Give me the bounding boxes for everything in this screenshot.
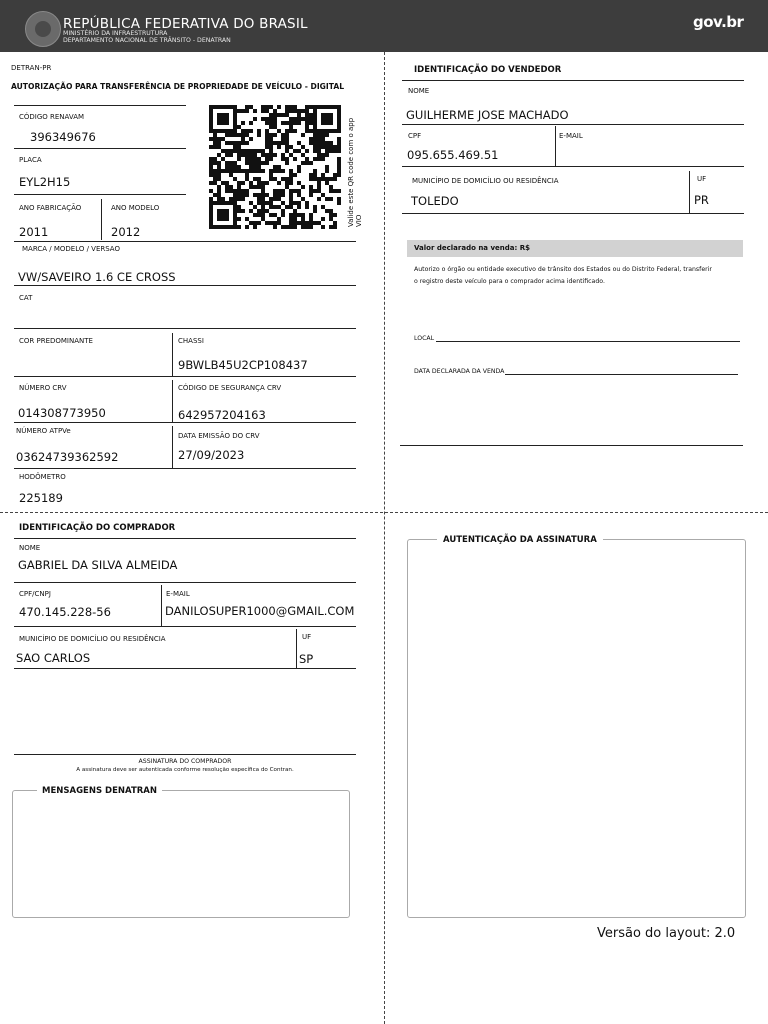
ministerio-subtitle: MINISTÉRIO DA INFRAESTRUTURA DEPARTAMENTO NACIONAL DE TRÂNSITO - DENATRAN <box>63 30 231 44</box>
divider <box>14 105 186 106</box>
atpve-value: 03624739362592 <box>16 450 119 464</box>
crv-label: NÚMERO CRV <box>19 384 67 392</box>
placa-value: EYL2H15 <box>19 175 71 189</box>
autorizo-text: Autorizo o órgão ou entidade executivo de trânsito dos Estados ou do Distrito Federal, transferir o registro deste veículo para o comprador acima identificado. <box>414 266 712 285</box>
data-venda-line <box>505 374 738 375</box>
mensagens-denatran-title: MENSAGENS DENATRAN <box>37 786 162 796</box>
seller-uf-label: UF <box>697 175 707 183</box>
buyer-uf-value: SP <box>299 652 314 666</box>
seller-nome-value: GUILHERME JOSE MACHADO <box>406 108 569 122</box>
ano-fabricacao-value: 2011 <box>19 225 49 239</box>
buyer-email-label: E-MAIL <box>166 590 190 598</box>
cor-label: COR PREDOMINANTE <box>19 337 93 345</box>
divider <box>14 241 356 242</box>
seller-nome-label: NOME <box>408 87 430 95</box>
renavam-value: 396349676 <box>30 130 96 144</box>
seller-cpf-value: 095.655.469.51 <box>407 148 499 162</box>
qr-caption: Valide este QR code com o app VIO <box>347 117 363 227</box>
seller-municipio-value: TOLEDO <box>411 194 459 208</box>
buyer-signature-note: A assinatura deve ser autenticada conforme resolução específica do Contran. <box>76 767 294 773</box>
chassi-value: 9BWLB45U2CP108437 <box>178 358 308 372</box>
buyer-municipio-label: MUNICÍPIO DE DOMICÍLIO OU RESIDÊNCIA <box>19 635 166 643</box>
seller-uf-value: PR <box>694 193 709 207</box>
buyer-nome-value: GABRIEL DA SILVA ALMEIDA <box>18 558 178 572</box>
brasil-coat-of-arms-icon <box>25 11 61 47</box>
atpve-label: NÚMERO ATPVe <box>16 427 71 435</box>
seguranca-label: CÓDIGO DE SEGURANÇA CRV <box>178 384 282 392</box>
divider <box>14 328 356 329</box>
divider <box>14 668 356 669</box>
divider <box>14 468 356 469</box>
divider <box>101 199 102 240</box>
republica-title: REPÚBLICA FEDERATIVA DO BRASIL <box>63 16 308 32</box>
crv-value: 014308773950 <box>18 406 106 420</box>
local-line <box>436 341 740 342</box>
emissao-label: DATA EMISSÃO DO CRV <box>178 432 260 440</box>
layout-version: Versão do layout: 2.0 <box>597 926 736 941</box>
divider <box>172 333 173 376</box>
cat-label: CAT <box>19 294 33 302</box>
valor-declarado-label: Valor declarado na venda: R$ <box>414 244 530 252</box>
renavam-label: CÓDIGO RENAVAM <box>19 113 85 121</box>
autenticacao-title: AUTENTICAÇÃO DA ASSINATURA <box>437 535 603 545</box>
mensagens-denatran-box <box>12 790 350 918</box>
seller-municipio-label: MUNICÍPIO DE DOMICÍLIO OU RESIDÊNCIA <box>412 177 559 185</box>
divider <box>161 585 162 626</box>
horizontal-cut-line <box>0 512 768 513</box>
divider <box>402 166 744 167</box>
divider <box>14 194 186 195</box>
vertical-cut-line <box>384 52 385 1024</box>
seller-section-title: IDENTIFICAÇÃO DO VENDEDOR <box>414 65 562 75</box>
divider <box>296 629 297 668</box>
local-label: LOCAL <box>414 335 435 342</box>
divider <box>14 582 356 583</box>
govbr-logo: gov.br <box>693 13 744 31</box>
qr-code <box>209 105 341 229</box>
divider <box>402 213 744 214</box>
divider <box>14 538 356 539</box>
buyer-cpf-label: CPF/CNPJ <box>19 590 51 598</box>
hodometro-label: HODÔMETRO <box>19 473 66 481</box>
divider <box>689 171 690 213</box>
divider <box>14 376 356 377</box>
autenticacao-box <box>407 539 746 918</box>
divider <box>402 124 744 125</box>
ano-modelo-label: ANO MODELO <box>111 204 160 212</box>
document-title: AUTORIZAÇÃO PARA TRANSFERÊNCIA DE PROPRIEDADE DE VEÍCULO - DIGITAL <box>11 82 345 91</box>
emissao-value: 27/09/2023 <box>178 448 245 462</box>
buyer-municipio-value: SAO CARLOS <box>16 651 91 665</box>
divider <box>555 126 556 166</box>
buyer-signature-line <box>14 754 356 755</box>
buyer-cpf-value: 470.145.228-56 <box>19 605 111 619</box>
divider <box>402 80 744 81</box>
divider <box>172 380 173 422</box>
data-venda-label: DATA DECLARADA DA VENDA <box>414 368 505 375</box>
buyer-nome-label: NOME <box>19 544 41 552</box>
divider <box>172 426 173 468</box>
seller-signature-line <box>400 445 743 446</box>
marca-value: VW/SAVEIRO 1.6 CE CROSS <box>18 270 176 284</box>
marca-label: MARCA / MODELO / VERSAO <box>22 245 120 253</box>
chassi-label: CHASSI <box>178 337 204 345</box>
buyer-section-title: IDENTIFICAÇÃO DO COMPRADOR <box>19 523 176 533</box>
buyer-signature-label: ASSINATURA DO COMPRADOR <box>138 758 232 765</box>
seguranca-value: 642957204163 <box>178 408 266 422</box>
buyer-uf-label: UF <box>302 633 312 641</box>
detran-label: DETRAN-PR <box>11 64 52 72</box>
divider <box>14 422 356 423</box>
ano-fabricacao-label: ANO FABRICAÇÃO <box>19 204 82 212</box>
ano-modelo-value: 2012 <box>111 225 141 239</box>
buyer-email-value: DANILOSUPER1000@GMAIL.COM <box>165 604 355 618</box>
divider <box>14 626 356 627</box>
hodometro-value: 225189 <box>19 491 63 505</box>
placa-label: PLACA <box>19 156 42 164</box>
divider <box>14 148 186 149</box>
divider <box>14 285 356 286</box>
seller-email-label: E-MAIL <box>559 132 583 140</box>
seller-cpf-label: CPF <box>408 132 422 140</box>
